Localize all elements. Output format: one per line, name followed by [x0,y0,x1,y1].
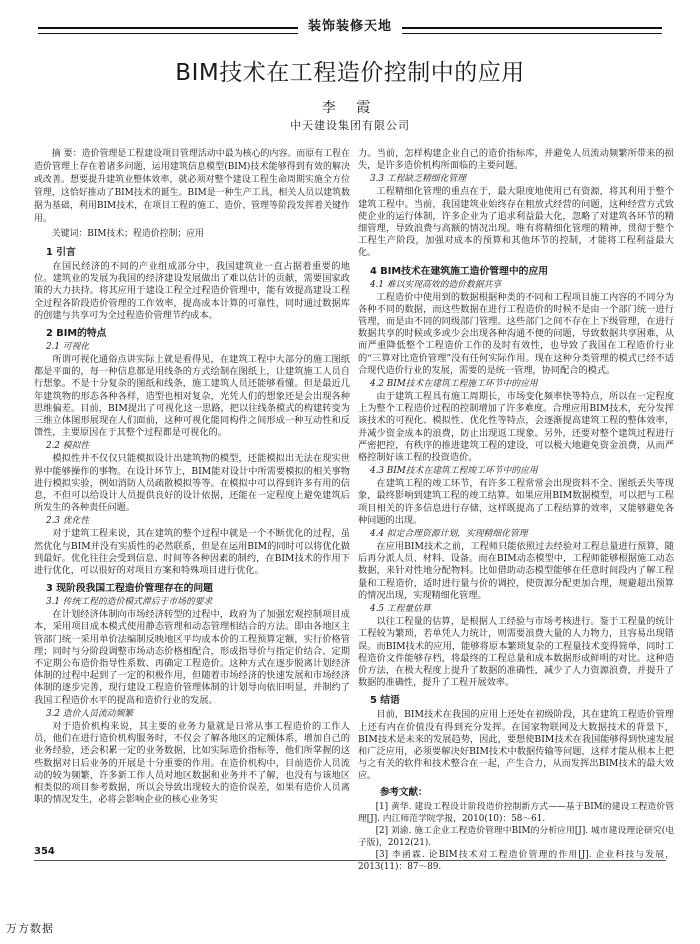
left-column [34,148,350,806]
paragraph-continued: 力。当前，怎样构建企业自己的造价指标库，并避免人员流动频繁所带来的损失，是许多造价机构所面临的主要问题。 [358,148,674,172]
subsection-heading: 2.3 优化性 [46,516,90,527]
abstract-label: 摘 要： [51,149,82,159]
paragraph: 以往工程量的估算，是根据人工经验与市场考核进行。鉴于工程量的统计工程较为繁琐，若单凭人力统计，则需要浪费大量的人力物力，且容易出现错误。而BIM技术的应用，能够将原本繁琐复杂的工程量技术变得简单，同时工程造价文件能够存档，将最终的工程总量和成本数据形成鲜明的对比。这种造价方法，在极大程度上提升了数据的准确性，减少了人力资源浪费，并提升了数据的准确性，提升了工程开展效率。 [358,616,674,689]
abstract-body: 造价管理是工程建设项目管理活动中最为核心的内容。而原有工程在造价管理上存在着诸多问题，运用建筑信息模型(BIM)技术能够得到有效的解决或改善。想要提升建筑业整体效率，就必须对整个建设工程生命周期实施全方位管理，这恰好推动了BIM技术的诞生。BIM是一种生产工具，相关人员以建筑数据为基础，利用BIM技术，在项目工程的施工、造价、管理等阶段发挥着关键作用。 [34,149,350,224]
section-heading: 5 结语 [370,695,400,707]
subsection-heading: 3.3 工程缺乏精细化管理 [370,174,466,185]
subsection-heading: 4.2 BIM技术在建筑工程施工环节中的应用 [370,379,538,390]
paragraph: 目前，BIM技术在我国的应用上还处在初级阶段，其在建筑工程造价管理上还有内在价值没有得到充分发挥。在国家物联网及大数据技术的背景下，BIM技术是未来的发展趋势，因此，要想使BIM技术在我国能够得到快速发展和广泛应用，必须要解决好BIM技术中数据传输等问题，这样才能从根本上把与之有关的软件和技术整合在一起，产生合力，从而发挥出BIM技术的最大效应。 [358,709,674,782]
abstract-text [34,148,350,226]
paragraph: 工程精细化管理的重点在于，最大限度地使用已有资源，将其利用于整个建筑工程中。当前，我国建筑业始终存在粗放式经营的问题，这种经营方式致使企业的运行体制，许多企业为了追求利益最大化，忽略了对建筑各环节的精细管理，导致浪费与高额的情况出现。唯有将精细化管理的精神，贯彻于整个工程生产阶段，加强对成本的预算和其他环节的控制，才能将工程利益最大化。 [358,186,674,259]
keywords-value: BIM技术；程造价控制；应用 [87,229,205,239]
right-column [358,148,674,873]
paragraph: 对于造价机构来说，其主要的业务力量就是日常从事工程造价的工作人员，他们在进行造价机构服务时，不仅会了解各地区的定额体系，增加自己的业务经验，还会积累一定的业务数据，比如实际造价指标等，他们所掌握的这些数据对日后业务的开展是十分重要的作用。在造价机构中，目前造价人员流动的较为频繁，许多新工作人员对地区数据和业务并不了解，也没有与该地区相类似的项目参考数据，所以会导致出现较大的造价误差，如果有造价人员离职的情况发生，必将会影响企业的核心业务实 [34,720,350,806]
subsection-heading: 4.3 BIM技术在建筑工程竣工环节中的应用 [370,466,538,477]
article-author: 李 霞 [321,100,379,116]
page-number: 354 [34,846,55,857]
watermark-text: 万方数据 [6,922,54,935]
section-heading: 1 引言 [46,247,76,258]
paragraph: 由于建筑工程具有施工周期长，市场变化频率快等特点，所以在一定程度上为整个工程造价过程的控制增加了许多难度。合理应用BIM技术，充分发挥该技术的可视化、模拟性、优化性等特点，会逐渐提高建筑工程的整体效率，并减少资金成本的浪费，防止出现返工现象。另外，还要对整个建筑过程进行严密把控，有秩序的推进建筑工程的建设，可以极大地避免资金浪费，从而严格控制好该工程的投资造价。 [358,391,674,464]
paragraph: 在计划经济体制向市场经济转型的过程中，政府为了加强宏观控制项目成本，采用项目成本模式使用静态管理和动态管理相结合的方法。即由各地区主管部门统一采用单价法编制反映地区平均成本价的工程预算定额，实行价格管理；同时与分阶段调整市场动态价格相配合，形成指导价与指定价结合、定期不定期公布造价指导性系数、再确定工程造价。这种方式在逐步脱离计划经济体制的过程中起到了一定的积极作用，但随着市场经济的快速发展和市场经济体制的逐步完善，现行建设工程造价管理体制的计划导向依旧明显，并制约了我国工程造价水平的提高和造价行业的发展。 [34,609,350,706]
paragraph: 工程造价中使用到的数据根据种类的不同和工程项目施工内容的不同分为各种不同的数据，而这些数据在进行工程造价的时候不是由一个部门统一进行管理，而是由不同的同级部门管理。这些部门之间不存在上下级管理，在进行数据共享的时候或多或少会出现各种沟通不便的问题，导致数据共享困难，从而严重降低整个工程造价工作的及时有效性，也导致了我国在工程造价行业的“三算对比造价管理”没有任何实际作用。现在这种分类管理的模式已经不适合现代造价行业的发展，需要的是统一管理，协同配合的模式。 [358,291,674,376]
reference-item: [2] 刘渝. 施工企业工程造价管理中BIM的分析应用[J]. 城市建设理论研究(电子版)，2012(21). [358,825,674,848]
keywords-label: 关键词： [51,229,88,239]
abstract-block [34,148,350,241]
section-heading: 3 现阶段我国工程造价管理存在的问题 [46,583,213,595]
footer-rule [34,860,666,861]
journal-name: 装饰装修天地 [298,16,402,38]
section-heading: 4 BIM技术在建筑施工造价管理中的应用 [370,265,549,277]
subsection-heading: 2.1 可视化 [46,342,90,353]
subsection-heading: 2.2 模拟性 [46,441,90,452]
paragraph: 在建筑工程的竣工环节，有许多工程常常会出现资料不全、图纸丢失等现象，最终影响到建筑工程的竣工结算。如果应用BIM数据模型，可以把与工程项目相关的许多信息进行存储，这样既提高了工程结算的效率，又能够避免各种问题的出现。 [358,478,674,526]
paragraph: 所谓可视化通俗点讲实际上就是看得见，在建筑工程中大部分的施工图纸都是平面的，每一种信息都是用线条的方式绘制在图纸上，让建筑施工人员自行想象。不是十分复杂的图纸和线条，施工建筑人员还能够看懂。但是最近几年建筑物的形态各种各样，造型也相对复杂，光凭人们的想象还是会出现各种思维偏差。目前，BIM提出了可视化这一思路，把以往线条模式的构建转变为三维立体图形展现在人们面前，这种可视化能同构件之间形成一种互动性和反馈性，主要原因在于其整个过程都是可视化的。 [34,354,350,439]
paragraph: 对于建筑工程来说，其在建筑的整个过程中就是一个不断优化的过程，虽然优化与BIM并没有实质性的必然联系，但是在运用BIM的同时可以将优化做到最好。优化往往会受到信息、时间等各种因素的制约，在BIM技术的作用下进行优化，可以很好的对项目方案和特殊项目进行优化。 [34,528,350,577]
section-heading: 2 BIM的特点 [46,328,107,340]
paragraph: 在应用BIM技术之前，工程师只能依照过去经验对工程总量进行预算，随后再分派人员、材料、设备。而在BIM动态模型中，工程师能够根据施工动态数据，来针对性地分配物料。比如借助动态模型能够在任意时间段内了解工程量和工程造价，适时进行量与价的调控，使资源分配更加合理，规避超出预算的情况出现，实现精细化管理。 [358,541,674,601]
reference-item: [3] 李函霖. 论BIM技术对工程造价管理的作用[J]. 企业科技与发展，2013(11)：87～89. [358,849,674,872]
keywords [34,228,350,241]
paragraph: 在国民经济的不同的产业组成部分中，我国建筑业一直占据着重要的地位。建筑业的发展为我国的经济建设发展做出了难以估计的贡献，需要国家政策的大力扶持。将其应用于建设工程全过程造价管理中，能有效提高建设工程全过程各阶段造价管理的工作效率，提高成本计算的可靠性，同时通过数据库的创建与共享可为全过程造价管理节约成本。 [34,261,350,321]
subsection-heading: 4.4 拟定合理资源计划，实现精细化管理 [370,529,528,540]
subsection-heading: 3.2 造价人员流动频繁 [46,708,134,719]
references-heading: 参考文献： [380,786,428,798]
article-title: BIM技术在工程造价控制中的应用 [175,60,525,86]
reference-item: [1] 黄华. 建设工程设计阶段造价控制新方式——基于BIM的建设工程造价管理[J]. 内江师范学院学报，2010(10)：58～61. [358,801,674,824]
author-affiliation: 中天建设集团有限公司 [290,119,410,132]
paragraph: 模拟性并不仅仅只能模拟设计出建筑物的模型，还能模拟出无法在现实世界中能够操作的事物。在设计环节上，BIM能对设计中所需要模拟的相关事物进行模拟实验，例如消防人员疏散模拟等等。在模拟中可以得到许多有用的信息，不但可以给设计人员提供良好的设计依据，还能在一定程度上避免建筑后所发生的各种责任问题。 [34,453,350,514]
journal-header [38,16,662,38]
subsection-heading: 3.1 传统工程的造价模式滞后于市场的要求 [46,597,213,608]
subsection-heading: 4.1 难以实现高效的造价数据共享 [370,279,502,290]
subsection-heading: 4.5 工程量估算 [370,604,431,615]
